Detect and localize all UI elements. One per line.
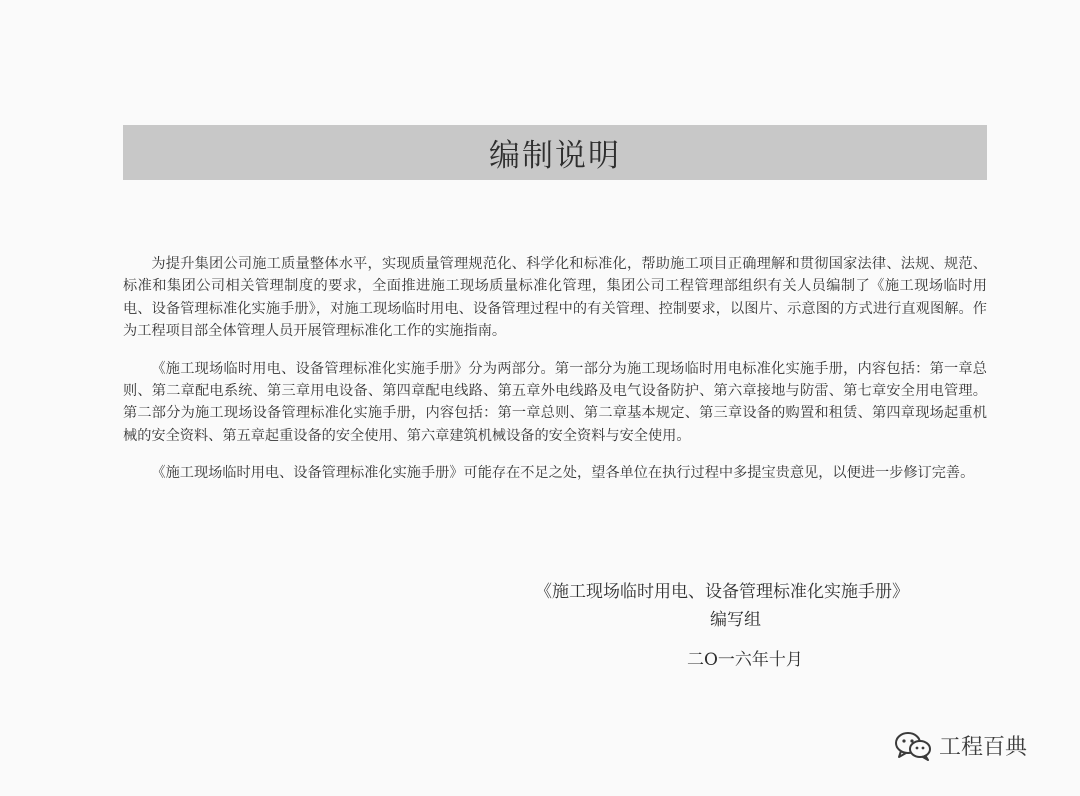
paragraph-closing: 《施工现场临时用电、设备管理标准化实施手册》可能存在不足之处，望各单位在执行过程中多提宝贵意见，以便进一步修订完善。 [151,465,975,482]
page-title: 编制说明 [489,138,621,174]
signature-group: 编写组 [710,610,761,630]
watermark-text: 工程百典 [939,735,1028,760]
watermark [893,730,1027,761]
paragraph-intro: 为提升集团公司施工质量整体水平，实现质量管理规范化、科学化和标准化，帮助施工项目正确理解和贯彻国家法律、法规、规范、标准和集团公司相关管理制度的要求，全面推进施工现场质量标准化管理，集团公司工程管理部组织有关人员编制了《施工现场临时用电、设备管理标准化实施手册》，对施工现场临时用电、设备管理过程中的有关管理、控制要求，以图片、示意图的方式进行直观图解。作为工程项目部全体管理人员开展管理标准化工作的实施指南。 [123,256,987,340]
body-text [123,253,987,500]
paragraph-contents: 《施工现场临时用电、设备管理标准化实施手册》分为两部分。第一部分为施工现场临时用电标准化实施手册，内容包括：第一章总则、第二章配电系统、第三章用电设备、第四章配电线路、第五章外电线路及电气设备防护、第六章接地与防雷、第七章安全用电管理。第二部分为施工现场设备管理标准化实施手册，内容包括：第一章总则、第二章基本规定、第三章设备的购置和租赁、第四章现场起重机械的安全资料、第五章起重设备的安全使用、第六章建筑机械设备的安全资料与安全使用。 [123,360,987,444]
signature-block [535,578,955,674]
signature-title: 《施工现场临时用电、设备管理标准化实施手册》 [535,582,909,602]
wechat-icon [893,731,933,761]
title-bar [123,125,987,180]
signature-date: 二O一六年十月 [687,650,803,670]
